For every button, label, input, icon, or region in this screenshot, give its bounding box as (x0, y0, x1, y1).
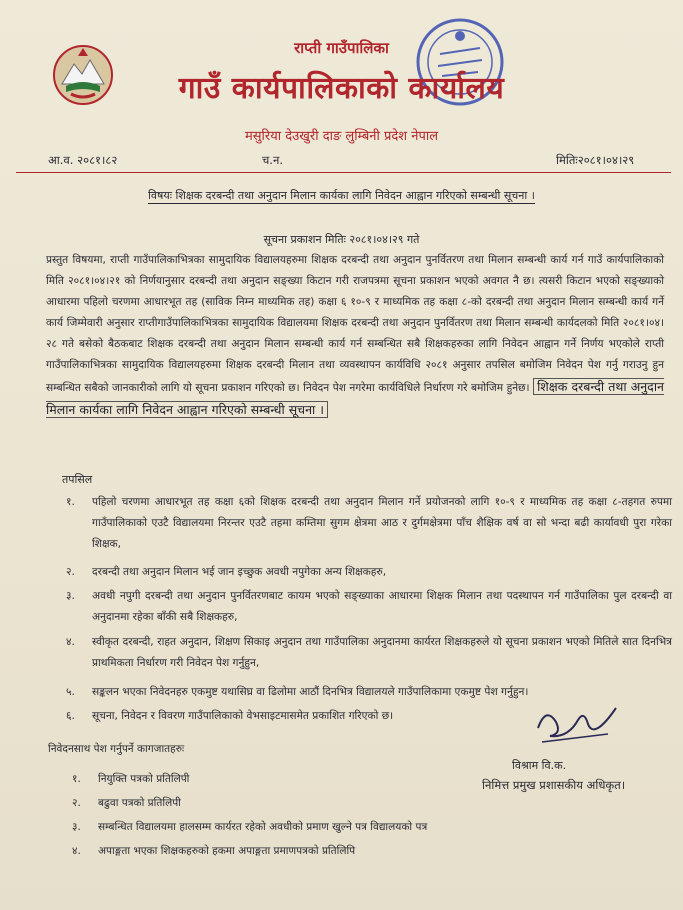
letter-date: मितिः२०८१।०४।२९ (556, 153, 635, 167)
list-item-number: ४. (66, 636, 75, 648)
office-address: मसुरिया देउखुरी दाङ लुम्बिनी प्रदेश नेपाल (244, 129, 439, 144)
notice-highlight: शिक्षक दरबन्दी तथा अनुदान मिलान कार्यका लागि निवेदन आह्वान गरिएको सम्बन्धी सूचना । (46, 379, 664, 417)
document-item (72, 772, 189, 786)
list-item-number: ३. (66, 590, 75, 602)
signatory-title: निमित्त प्रमुख प्रशासकीय अधिकृत। (482, 778, 626, 792)
document-item (72, 820, 427, 834)
publish-date: सूचना प्रकाशन मितिः २०८१।०४।२९ गते (263, 233, 420, 246)
fiscal-year: आ.व. २०८१।८२ (48, 153, 118, 167)
list-item-text: अवधी नपुगी दरबन्दी तथा अनुदान पुनर्वितरणबाट कायम भएको सङ्ख्याका आधारमा शिक्षक मिलान तथा पदस्थापन गर्न गाउँपालिका पुल दरबन्दी वा अनुदानमा रहेका बाँकी सबै शिक्षकहरु, (92, 590, 672, 623)
list-item-number: ६. (66, 710, 75, 722)
required-documents-label: निवेदनसाथ पेश गर्नुपर्ने कागजातहरुः (48, 743, 185, 755)
document-item-text: बढुवा पत्रको प्रतिलिपी (98, 797, 181, 809)
document-item (72, 844, 355, 858)
notice-body (46, 250, 664, 422)
dispatch-number: च.न. (262, 153, 283, 167)
office-title: गाउँ कार्यपालिकाको कार्यालय (178, 71, 505, 106)
details-label: तपसिल (62, 473, 93, 486)
list-item-text: स्वीकृत दरबन्दी, राहत अनुदान, शिक्षण सिकाइ अनुदान तथा गाउँपालिका अनुदानमा कार्यरत शिक्षकहरुले यो सूचना प्रकाशन भएको मितिले सात दिनभित्र प्राथमिकता निर्धारण गरी निवेदन पेश गर्नुहुन, (92, 636, 672, 669)
list-item-text: सूचना, निवेदन र विवरण गाउँपालिकाको वेभसाइटमासमेत प्रकाशित गरिएको छ। (92, 710, 394, 722)
list-item-number: २. (66, 566, 75, 578)
document-item-text: सम्बन्धित विद्यालयमा हालसम्म कार्यरत रहेको अवधीको प्रमाण खुल्ने पत्र विद्यालयको पत्र (98, 821, 428, 833)
signatory-name: विश्राम वि.क. (512, 759, 567, 772)
subject-text: विषयः शिक्षक दरबन्दी तथा अनुदान मिलान कार्यका लागि निवेदन आह्वान गरिएको सम्बन्धी सूचना । (148, 189, 535, 202)
document-item-number: ४. (72, 845, 81, 857)
header-divider (16, 172, 671, 173)
document-item-number: २. (72, 797, 81, 809)
municipality-name: राप्ती गाउँपालिका (294, 39, 389, 57)
document-item-number: ३. (72, 821, 81, 833)
document-item-text: नियुक्ति पत्रको प्रतिलिपी (98, 773, 190, 785)
list-item-text: पहिलो चरणमा आधारभूत तह कक्षा ६को शिक्षक दरबन्दी तथा अनुदान मिलान गर्ने प्रयोजनको लागि १०-९ र माध्यमिक तह कक्षा ८-तहगत रुपमा गाउँपालिकाको एउटै विद्यालयमा निरन्तर एउटै तहमा कम्तिमा सुगम क्षेत्रमा आठ र दुर्गमक्षेत्रमा पाँच शैक्षिक वर्ष वा सो भन्दा बढी कार्यावधी पुरा गरेका शिक्षक, (92, 496, 672, 550)
list-item-text: दरबन्दी तथा अनुदान मिलान भई जान इच्छुक अवधी नपुगेका अन्य शिक्षकहरु, (92, 566, 387, 578)
list-item-number: ५. (66, 686, 75, 698)
list-item-number: १. (66, 496, 75, 508)
list-item-text: सङ्कलन भएका निवेदनहरु एकमुष्ट यथासिघ्र वा ढिलोमा आठौं दिनभित्र विद्यालयले गाउँपालिकामा एकमुष्ट पेश गर्नुहुन। (92, 686, 529, 698)
document-item-text: अपाङ्गता भएका शिक्षकहरुको हकमा अपाङ्गता प्रमाणपत्रको प्रतिलिपि (98, 845, 356, 857)
document-item (72, 796, 181, 810)
notice-body-text: प्रस्तुत विषयमा, राप्ती गाउँपालिकाभित्रका सामुदायिक विद्यालयहरुमा शिक्षक दरबन्दी तथा अनुदान पुनर्वितरण तथा मिलान सम्बन्धी कार्य गर्न गाउँ कार्यपालिकाको मिति २०८१।०४।२१ को निर्णयानुसार दरबन्दी तथा अनुदान सङ्ख्या किटान गरी राजपत्रमा सूचना प्रकाशन भएको अवगत नै छ। त्यसरी किटान भएको सङ्ख्याको आधारमा पहिलो चरणमा आधारभूत तह (साविक निम्न माध्यमिक तह) कक्षा ६ १०-९ र माध्यमिक तह कक्षा ८-को दरबन्दी तथा अनुदान मिलान सम्बन्धी कार्य गर्ने कार्य जिम्मेवारी अनुसार राप्तीगाउँपालिकाभित्रका सामुदायिक विद्यालयमा शिक्षक दरबन्दी तथा अनुदान पुनर्वितरण तथा मिलान सम्बन्धी कार्यदलको मिति २०८१।०४।२८ गते बसेको बैठकबाट शिक्षक दरबन्दी तथा अनुदान मिलान सम्बन्धी कार्य गर्न सम्बन्धित सबै शिक्षकहरुका लागि निवेदन आह्वान गर्ने निर्णय भएकोले राप्ती गाउँपालिकाभित्रका सामुदायिक विद्यालयहरुमा शिक्षक दरबन्दी मिलान तथा व्यवस्थापन कार्यविधि २०८१ अनुसार तपसिल बमोजिम निवेदन पेश गर्नु गराउनु हुन सम्बन्धित सबैको जानकारीको लागि यो सूचना प्रकाशन गरिएको छ। निवेदन पेश नगरेमा कार्यविधिले निर्धारण गरे बमोजिम हुनेछ। (46, 254, 664, 394)
signature-icon (528, 698, 624, 754)
subject-line (0, 188, 683, 203)
document-item-number: १. (72, 773, 81, 785)
